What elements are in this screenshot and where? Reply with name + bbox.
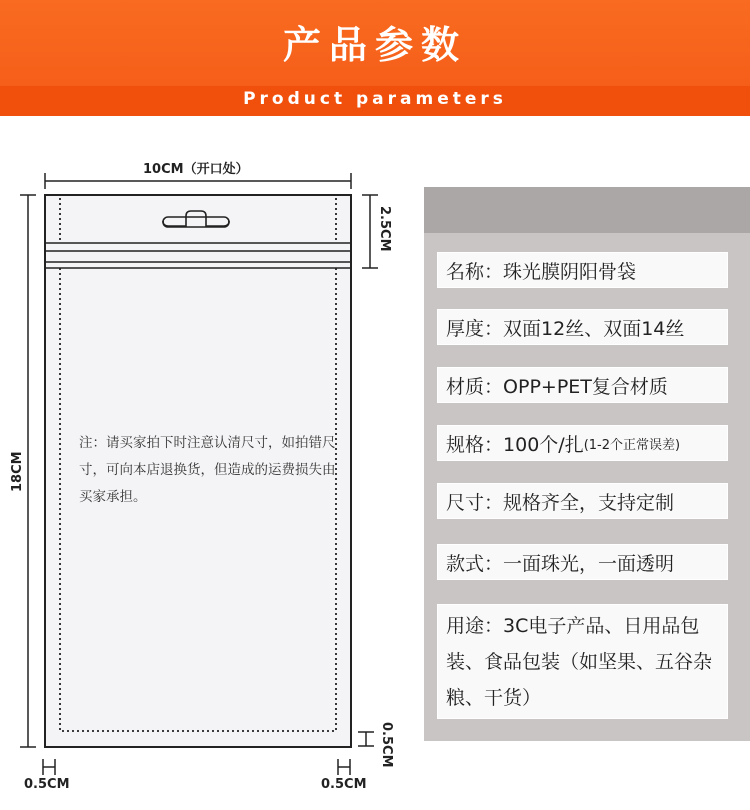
spec-value: OPP+PET复合材质: [503, 375, 668, 398]
spec-colon: ：: [484, 375, 504, 398]
spec-colon: ：: [484, 615, 504, 637]
spec-usage-text: [446, 608, 719, 716]
spec-label: 用途: [446, 615, 485, 637]
spec-material: [437, 367, 728, 403]
spec-colon: ：: [484, 491, 504, 514]
spec-label: 款式: [446, 552, 485, 575]
spec-value: 100个/扎: [503, 433, 584, 456]
spec-colon: ：: [484, 433, 504, 456]
left-margin-label: 0.5CM: [24, 777, 70, 792]
spec-label: 名称: [446, 260, 485, 283]
spec-label: 厚度: [446, 317, 485, 340]
page-title: 产品参数: [282, 23, 467, 67]
width-label: 10CM（开口处）: [143, 162, 249, 177]
spec-panel-header: [424, 187, 750, 233]
spec-tolerance: (1-2个正常误差): [583, 437, 681, 453]
spec-packing: [437, 425, 728, 461]
spec-name: [437, 252, 728, 288]
spec-thickness: [437, 309, 728, 345]
spec-usage: [437, 604, 728, 719]
page-subtitle: Product parameters: [243, 89, 507, 109]
spec-value: 双面12丝、双面14丝: [503, 317, 685, 340]
bottom-margin-label: 0.5CM: [379, 722, 394, 768]
spec-colon: ：: [484, 317, 504, 340]
spec-value: 规格齐全，支持定制: [503, 491, 675, 514]
right-margin-label: 0.5CM: [321, 777, 367, 792]
size-note: 注：请买家拍下时注意认清尺寸，如拍错尺寸，可向本店退换货，但造成的运费损失由买家承担。: [79, 435, 336, 505]
spec-label: 尺寸: [446, 491, 485, 514]
spec-colon: ：: [484, 260, 504, 283]
height-label: 18CM: [10, 451, 25, 492]
spec-colon: ：: [484, 552, 504, 575]
spec-style: [437, 544, 728, 580]
spec-label: 规格: [446, 433, 485, 456]
spec-size: [437, 483, 728, 519]
spec-value: 3C电子产品、日用品包装、食品包装（如坚果、五谷杂粮、干货）: [446, 615, 713, 709]
hang-dimension-line: [362, 195, 378, 268]
hang-label: 2.5CM: [377, 206, 392, 252]
spec-value: 珠光膜阴阳骨袋: [503, 260, 637, 283]
spec-value: 一面珠光，一面透明: [503, 552, 675, 575]
spec-panel: [424, 187, 750, 741]
spec-label: 材质: [446, 375, 485, 398]
